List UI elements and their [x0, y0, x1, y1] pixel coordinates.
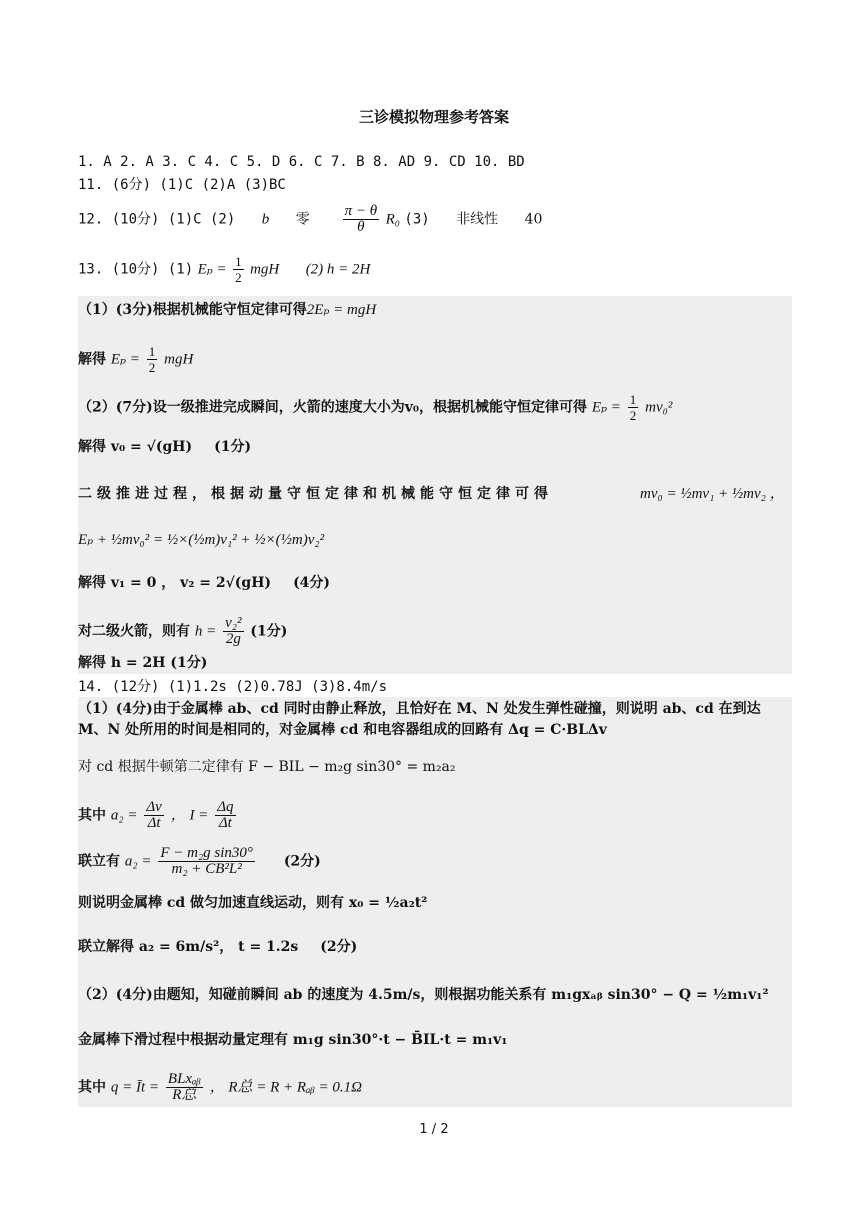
q13-step9: 解得 h = 2H (1分): [78, 655, 208, 671]
q14-line4: 其中 a₂ = $\frac{\Delta v}{\Delta t}$ ， I = $\frac{\Delta q}{\Delta t}$: [78, 799, 234, 831]
q12-value: 40: [524, 211, 543, 228]
q14-line8: （2）(4分)由题知，知碰前瞬间 ab 的速度为 4.5m/s，则根据功能关系有 m₁gxₐᵦ sin30° − Q = ½m₁v₁²: [78, 987, 769, 1003]
q14-line10: 其中 q = Īt = $\frac{\text{BLxₐᵦ}}{\text{R总}}$ ， R总 = R + Rₐᵦ = 0.1Ω: [78, 1071, 362, 1103]
q12-fraction: [343, 204, 380, 235]
q14-line1: （1）(4分)由于金属棒 ab、cd 同时由静止释放，且恰好在 M、N 处发生弹性碰撞，则说明 ab、cd 在到达: [78, 701, 761, 717]
q13-part2: (2) h = 2H: [305, 261, 371, 278]
q12-prefix: 12. (10分) (1)C (2): [78, 211, 236, 228]
q14-line9: 金属棒下滑过程中根据动量定理有 m₁g sin30°·t − B̄IL·t = m₁v₁: [78, 1032, 508, 1048]
q13-step5: 二级推进过程，根据动量守恒定律和机械能守恒定律可得: [78, 486, 553, 502]
q13-step5-eq: mv₀ = ½mv₁ + ½mv₂ ，: [640, 486, 785, 502]
q12-answer: [78, 204, 542, 235]
q12-frac-den: θ: [357, 219, 365, 235]
q13-half: $\frac{1}{2}$: [235, 254, 242, 285]
q14-line5: 联立有 a₂ = $\frac{\text{F − m₂g sin30°}}{\text{m₂ + CB²L²}}$ (2分): [78, 845, 321, 877]
q12-r0: R₀: [385, 211, 400, 228]
q12-frac-num: π − θ: [344, 203, 378, 219]
q13-step8: 对二级火箭，则有 h = $\frac{\text{v₂²}}{2g}$ (1分): [78, 615, 288, 647]
q13-ep: Eₚ =: [197, 261, 227, 278]
q13-step1: （1）(3分)根据机械能守恒定律可得2Eₚ = mgH: [78, 302, 377, 318]
page-title: 三诊模拟物理参考答案: [358, 108, 509, 126]
q13-step3: （2）(7分)设一级推进完成瞬间，火箭的速度大小为v₀，根据机械能守恒定律可得 Eₚ = $\frac{1}{2}$ mv₀²: [78, 392, 673, 423]
page-number: 1 / 2: [419, 1122, 449, 1137]
q14-line2: M、N 处所用的时间是相同的，对金属棒 cd 和电容器组成的回路有 Δq = C·BLΔv: [78, 722, 607, 738]
q12-nonlinear: 非线性: [456, 211, 499, 228]
q14-line3: 对 cd 根据牛顿第二定律有 F − BIL − m₂g sin30° = m₂a₂: [78, 759, 456, 775]
q13-mgh: mgH: [250, 261, 280, 278]
q14-line7: 联立解得 a₂ = 6m/s²， t = 1.2s (2分): [78, 939, 358, 955]
q12-part3: (3): [404, 211, 430, 228]
q13-step6: Eₚ + ½mv₀² = ½×(½m)v₁² + ½×(½m)v₂²: [78, 532, 325, 548]
q14-line6: 则说明金属棒 cd 做匀加速直线运动，则有 x₀ = ½a₂t²: [78, 895, 428, 911]
mc-answers: 1. A 2. A 3. C 4. C 5. D 6. C 7. B 8. AD 9. CD 10. BD: [78, 154, 525, 170]
q13-answer: [78, 254, 370, 285]
q13-header-prefix: 13. (10分) (1): [78, 261, 194, 278]
q14-header: 14. (12分) (1)1.2s (2)0.78J (3)8.4m/s: [78, 679, 388, 695]
q13-step7: 解得 v₁ = 0 ， v₂ = 2√(gH) (4分): [78, 575, 331, 591]
q12-zero: 零: [295, 211, 310, 228]
q13-step4: 解得 v₀ = √(gH) (1分): [78, 439, 252, 455]
q11-answer: 11. (6分) (1)C (2)A (3)BC: [78, 177, 286, 193]
q13-step2: 解得 Eₚ = $\frac{1}{2}$ mgH: [78, 344, 194, 375]
q12-b: b: [261, 211, 270, 228]
